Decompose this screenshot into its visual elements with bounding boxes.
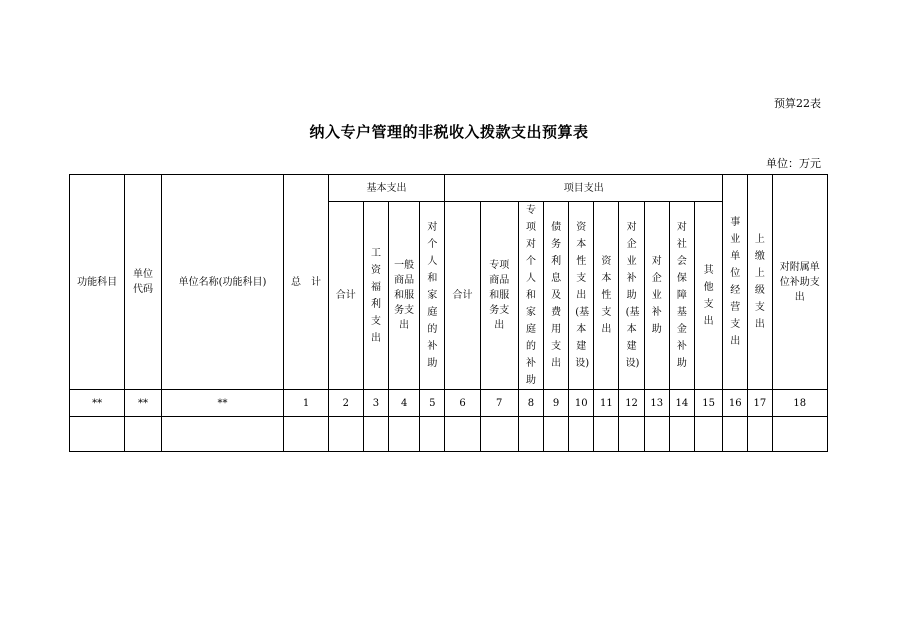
- header-enterprise-subsidy: 对企业补助: [644, 202, 669, 390]
- data-cell: [125, 417, 161, 452]
- index-cell: 17: [748, 390, 772, 417]
- index-cell: 11: [594, 390, 619, 417]
- index-cell: 4: [389, 390, 420, 417]
- header-basic-total: 合计: [328, 202, 363, 390]
- data-cell: [70, 417, 125, 452]
- header-business-expenditure: 事业单位经营支出: [723, 175, 748, 390]
- index-cell: 12: [619, 390, 644, 417]
- budget-table: [69, 174, 828, 452]
- data-cell: [594, 417, 619, 452]
- header-other-expenditure: 其他支出: [694, 202, 722, 390]
- header-unit-code: 单位代码: [125, 175, 161, 390]
- data-cell: [772, 417, 828, 452]
- data-cell: [445, 417, 480, 452]
- header-func-subject: 功能科目: [70, 175, 125, 390]
- index-cell: **: [70, 390, 125, 417]
- index-cell: 8: [518, 390, 543, 417]
- empty-data-row: [70, 417, 828, 452]
- header-capital-construction: 资本性支出(基本建设): [569, 202, 594, 390]
- header-goods-services: 一般商品和服务支出: [389, 202, 420, 390]
- index-cell: **: [161, 390, 284, 417]
- index-cell: **: [125, 390, 161, 417]
- index-cell: 16: [723, 390, 748, 417]
- data-cell: [644, 417, 669, 452]
- index-cell: 3: [363, 390, 388, 417]
- unit-label: 单位：万元: [766, 157, 821, 170]
- header-social-security-subsidy: 对社会保障基金补助: [669, 202, 694, 390]
- header-special-goods-services: 专项商品和服务支出: [480, 202, 518, 390]
- header-project-expenditure: 项目支出: [445, 175, 723, 202]
- header-total: 总 计: [284, 175, 328, 390]
- data-cell: [480, 417, 518, 452]
- page-title: 纳入专户管理的非税收入拨款支出预算表: [309, 123, 589, 141]
- index-cell: 9: [544, 390, 569, 417]
- data-cell: [420, 417, 445, 452]
- index-cell: 10: [569, 390, 594, 417]
- index-cell: 7: [480, 390, 518, 417]
- header-enterprise-subsidy-construction: 对企业补助(基本建设): [619, 202, 644, 390]
- header-salary-welfare: 工资福利支出: [363, 202, 388, 390]
- header-basic-expenditure: 基本支出: [328, 175, 445, 202]
- data-cell: [694, 417, 722, 452]
- data-cell: [389, 417, 420, 452]
- index-cell: 5: [420, 390, 445, 417]
- form-number: 预算22表: [774, 97, 821, 110]
- header-affiliate-subsidy: 对附属单位补助支出: [772, 175, 828, 390]
- data-cell: [569, 417, 594, 452]
- data-cell: [544, 417, 569, 452]
- data-cell: [723, 417, 748, 452]
- data-cell: [518, 417, 543, 452]
- data-cell: [161, 417, 284, 452]
- header-remit-expenditure: 上缴上级支出: [748, 175, 772, 390]
- header-individual-subsidy: 对个人和家庭的补助: [420, 202, 445, 390]
- header-project-total: 合计: [445, 202, 480, 390]
- header-debt-interest: 债务利息及费用支出: [544, 202, 569, 390]
- data-cell: [363, 417, 388, 452]
- header-capital: 资本性支出: [594, 202, 619, 390]
- data-cell: [284, 417, 328, 452]
- index-cell: 15: [694, 390, 722, 417]
- data-cell: [328, 417, 363, 452]
- index-cell: 2: [328, 390, 363, 417]
- data-cell: [748, 417, 772, 452]
- index-cell: 14: [669, 390, 694, 417]
- data-cell: [669, 417, 694, 452]
- index-cell: 13: [644, 390, 669, 417]
- index-cell: 18: [772, 390, 828, 417]
- index-cell: 1: [284, 390, 328, 417]
- data-cell: [619, 417, 644, 452]
- header-unit-name: 单位名称(功能科目): [161, 175, 284, 390]
- header-special-individual-subsidy: 专项对个人和家庭的补助: [518, 202, 543, 390]
- index-cell: 6: [445, 390, 480, 417]
